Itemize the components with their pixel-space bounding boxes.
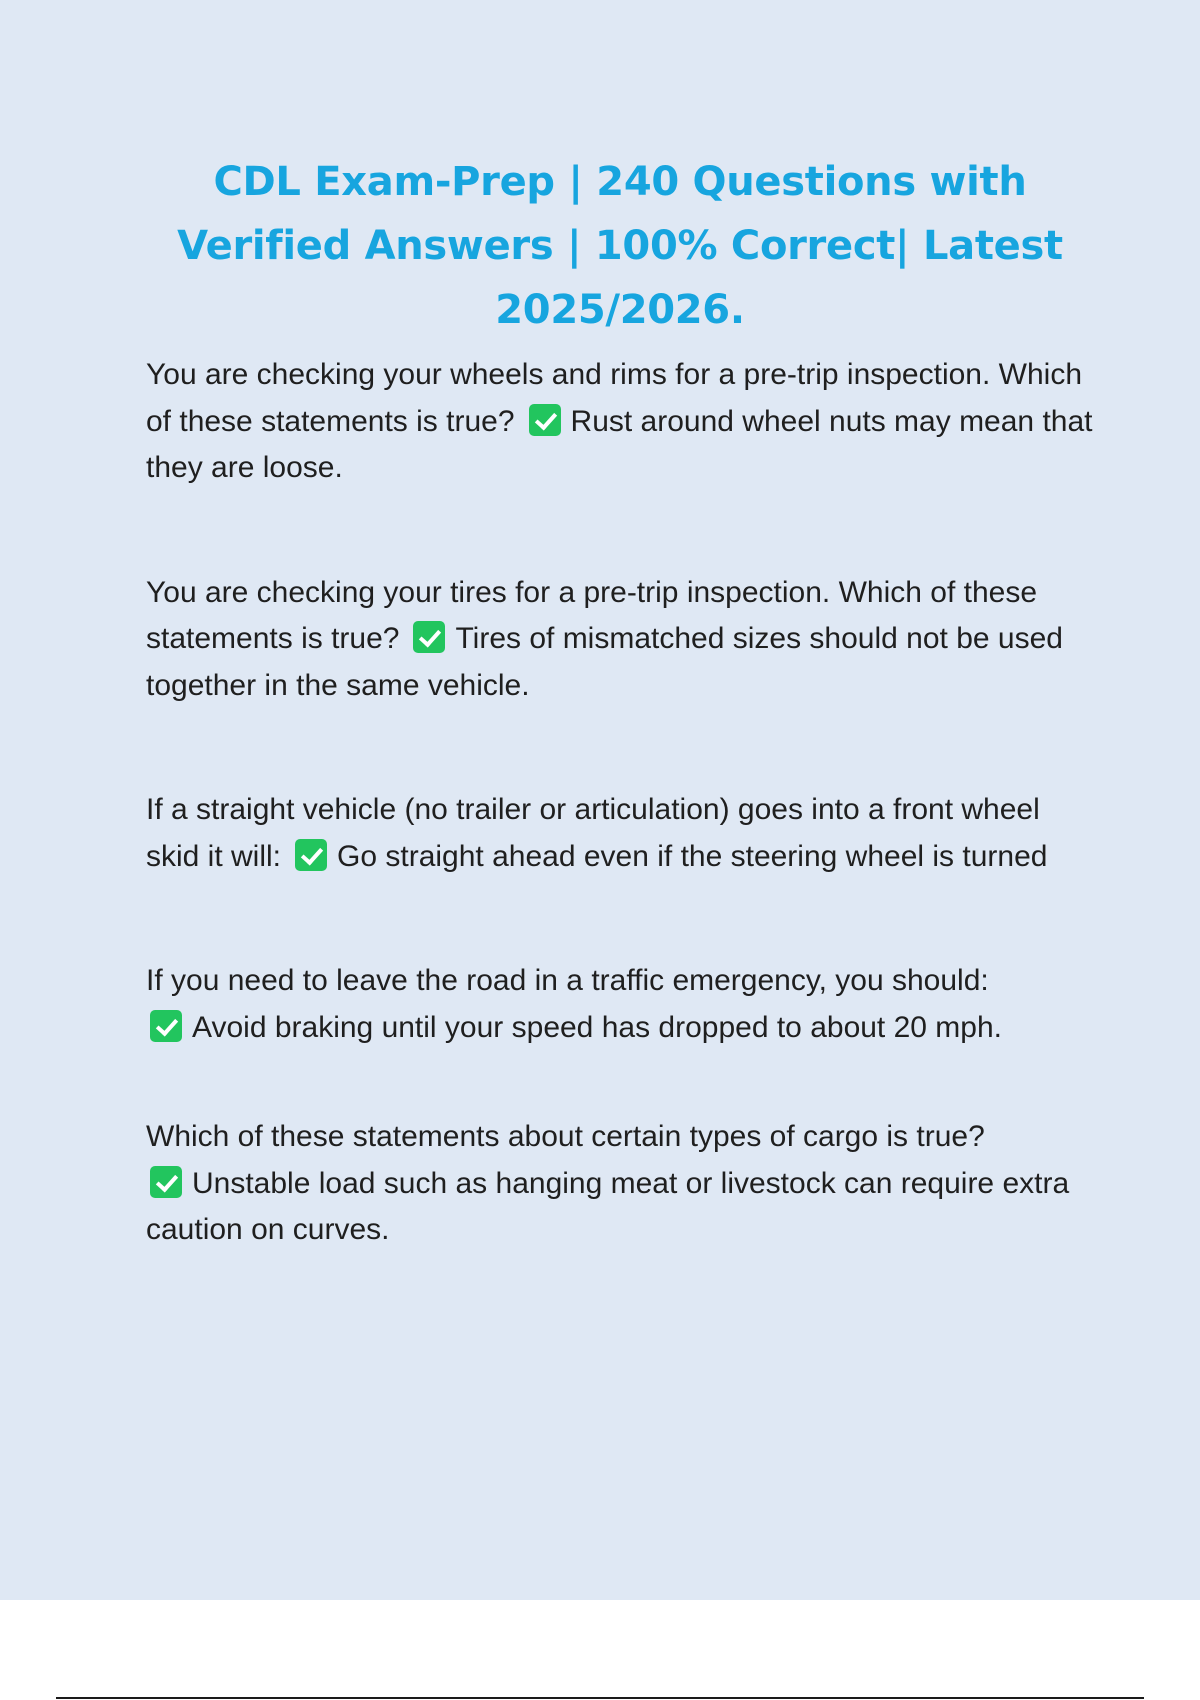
check-mark-icon xyxy=(413,621,445,653)
check-mark-icon xyxy=(295,839,327,871)
answer-text: Go straight ahead even if the steering wheel is turned xyxy=(337,839,1048,873)
question-text: Which of these statements about certain types of cargo is true? xyxy=(146,1120,985,1153)
check-mark-icon xyxy=(150,1166,182,1198)
question-text: If you need to leave the road in a traffic emergency, you should: xyxy=(146,964,989,997)
question-text: You are checking your wheels and rims for a pre-trip inspection. Which of these statements is true? xyxy=(146,358,1083,438)
document-title: CDL Exam-Prep | 240 Questions with Verified Answers | 100% Correct| Latest 2025/2026. xyxy=(177,159,1063,333)
answer-text: Rust around wheel nuts may mean that they are loose. xyxy=(146,404,1093,484)
qa-item-5 xyxy=(146,1114,1096,1254)
check-mark-icon xyxy=(150,1010,182,1042)
qa-item-2 xyxy=(146,570,1096,710)
check-mark-icon xyxy=(529,404,561,436)
question-text: If a straight vehicle (no trailer or articulation) goes into a front wheel skid it will: xyxy=(146,793,1040,873)
qa-item-1 xyxy=(146,352,1096,492)
answer-text: Tires of mismatched sizes should not be used together in the same vehicle. xyxy=(146,622,1063,702)
question-text: You are checking your tires for a pre-trip inspection. Which of these statements is true? xyxy=(146,575,1038,655)
answer-text: Unstable load such as hanging meat or livestock can require extra caution on curves. xyxy=(146,1166,1070,1246)
qa-item-3 xyxy=(146,787,1096,880)
answer-text: Avoid braking until your speed has dropped to about 20 mph. xyxy=(192,1010,1002,1044)
footer-divider xyxy=(56,1697,1144,1699)
qa-item-4 xyxy=(146,958,1096,1051)
question-list xyxy=(146,352,1096,1332)
